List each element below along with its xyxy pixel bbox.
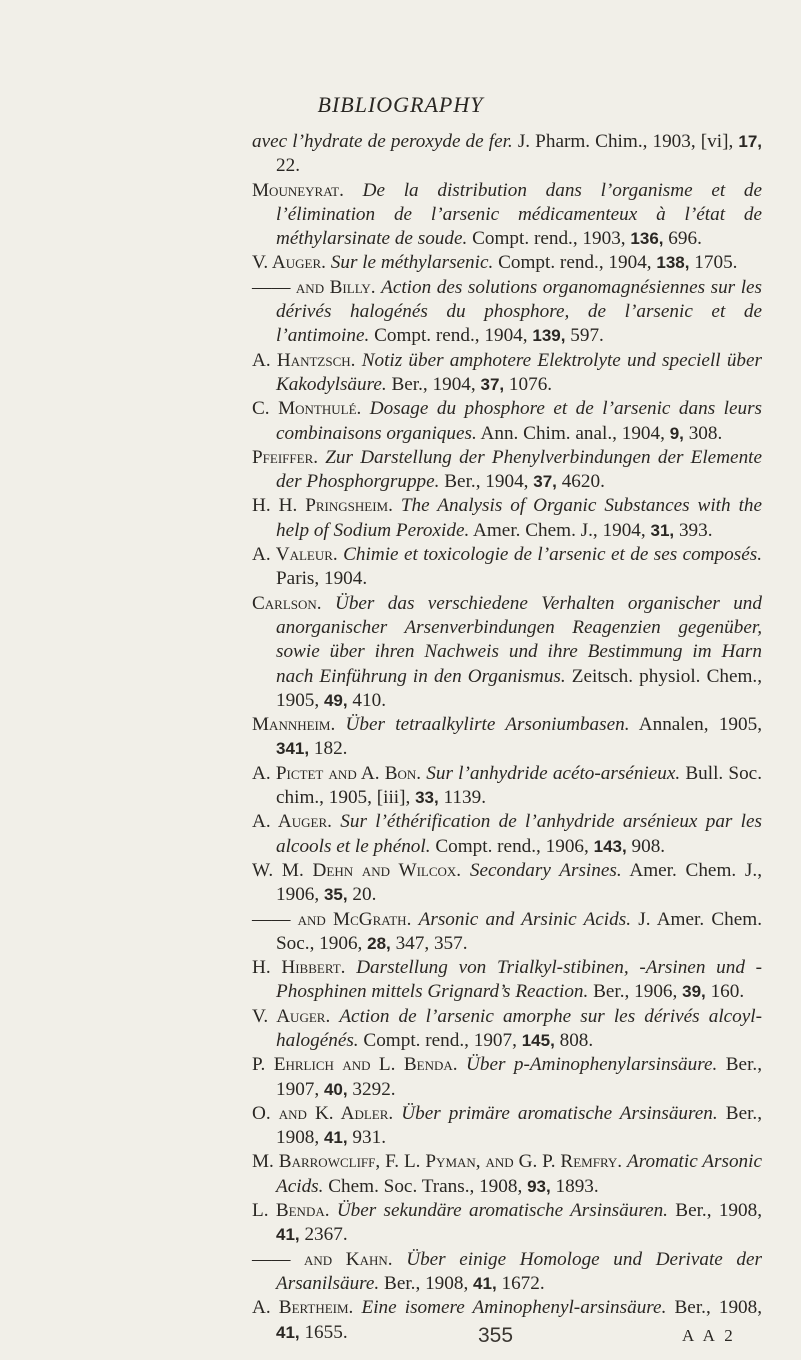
entry-pages: 2367. [304,1224,348,1246]
entry-volume: 341, [276,739,310,759]
entry-source: Annalen, 1905, [638,714,762,736]
bibliography-entry [252,1248,762,1297]
entry-pages: 160. [710,981,745,1003]
entry-pages: 1655. [304,1321,348,1343]
entry-title: Sur le méthylarsenic. [330,252,494,274]
running-head: BIBLIOGRAPHY [317,92,484,117]
entry-pages: 3292. [352,1078,396,1100]
entry-volume: 28, [367,933,391,953]
entry-title: Über das verschiedene Verhalten organischer und anorganischer Arsenverbindungen Reagenzien gegenüber, sowie über ihren Nachweis und ihre Bestimmung im Harn nach Einführung in den Organismus. [276,592,762,687]
entry-title: Zur Darstellung der Phenylverbindungen der Elemente der Phosphorgruppe. [276,446,763,493]
entry-volume: 35, [323,885,348,905]
bibliography-entry [252,908,762,957]
bibliography-entry [252,713,762,762]
entry-author: —— and Kahn. [252,1248,393,1270]
entry-source: Amer. Chem. J., 1904, [473,519,646,541]
entry-author: V. Auger. [252,252,326,274]
entry-pages: 20. [352,884,377,906]
bibliography-entry [252,1053,762,1102]
entry-volume: 37, [480,374,505,394]
entry-source: Ber., 1908, [675,1200,762,1222]
entry-pages: 1672. [501,1272,545,1294]
entry-title: Chimie et toxicologie de l’arsenic et de ses composés. [343,544,762,566]
bibliography-entry [252,592,762,713]
entry-pages: 393. [678,519,713,541]
bibliography-entry [252,179,762,252]
entry-author: Carlson. [252,592,322,614]
entry-author: —— and McGrath. [252,908,412,930]
entry-pages: 1893. [555,1175,599,1197]
entry-title: Über einige Homologe und Derivate der Arsanilsäure. [276,1248,763,1294]
entry-source: Compt. rend., 1904, [374,325,528,347]
bibliography-entry [252,810,762,859]
entry-title: Arsonic and Arsinic Acids. [418,908,631,930]
entry-author: H. H. Pringsheim. [252,495,393,517]
entry-volume: 41, [473,1273,497,1293]
bibliography-entry [252,276,762,349]
entry-source: Zeitsch. physiol. Chem., 1905, [276,665,762,711]
entry-title: Über tetraalkylirte Arsoniumbasen. [345,714,630,736]
entry-source: J. Pharm. Chim., 1903, [vi], [517,131,734,152]
entry-title: avec l’hydrate de peroxyde de fer. [252,131,513,152]
entry-author: W. M. Dehn and Wilcox. [252,859,462,881]
entry-volume: 136, [630,229,664,249]
entry-title: De la distribution dans l’organisme et de l’élimination de l’arsenic médicamenteux à l’état de méthylarsinate de soude. [276,179,762,250]
entry-pages: 347, 357. [395,932,468,954]
printer-signature-mark: A A 2 [682,1326,736,1345]
entry-pages: 908. [631,835,666,857]
entry-author: H. Hibbert. [252,957,346,979]
bibliography-entry [252,397,762,446]
entry-volume: 39, [682,982,706,1002]
bibliography-entry [252,251,762,275]
page-number: 355 [478,1324,514,1347]
bibliography-entry [252,859,762,908]
entry-title: Eine isomere Aminophenyl-arsinsäure. [361,1297,667,1319]
entry-title: Sur l’anhydride acéto-arsénieux. [426,762,681,784]
entry-title: Sur l’éthérification de l’anhydride arsénieux par les alcools et le phénol. [276,811,762,857]
entry-source: Compt. rend., 1904, [498,252,652,274]
entry-author: A. Pictet and A. Bon. [252,762,422,784]
entry-volume: 143, [593,836,627,856]
entry-source: Ann. Chim. anal., 1904, [480,422,665,444]
entry-source: Amer. Chem. J., 1906, [276,859,762,906]
entry-source: Ber., 1904, [391,373,476,395]
entry-title: Dosage du phosphore et de l’arsenic dans leurs combinaisons organiques. [276,398,763,444]
entry-title: Darstellung von Trialkyl-stibinen, -Arsinen und -Phosphinen mittels Grignard’s Reaction. [276,957,763,1003]
entry-author: P. Ehrlich and L. Benda. [252,1054,458,1076]
entry-volume: 93, [527,1176,551,1196]
entry-author: Pfeiffer. [252,446,319,468]
entry-pages: 931. [352,1127,386,1149]
entry-volume: 145, [521,1030,555,1050]
entry-volume: 37, [533,472,557,492]
entry-volume: 49, [323,690,348,710]
entry-pages: 1076. [508,373,553,395]
entry-author: A. Valeur. [252,544,338,566]
entry-title: Aromatic Arsonic Acids. [276,1151,762,1197]
entry-title: Secondary Arsines. [469,859,622,881]
entry-pages: 597. [570,325,604,347]
entry-source: Chem. Soc. Trans., 1908, [328,1175,523,1197]
entry-author: Mannheim. [252,714,336,736]
entry-source: Ber., 1907, [276,1054,762,1100]
entry-pages: 22. [276,155,300,177]
entry-volume: 17, [738,132,762,151]
entry-pages: 410. [352,689,386,711]
entry-source: Ber., 1906, [593,981,678,1003]
entry-volume: 9, [669,423,684,443]
entry-source: Ber., 1908, [276,1102,763,1149]
entry-author: A. Hantzsch. [252,349,356,371]
entry-pages: 1139. [443,787,486,809]
entry-volume: 40, [323,1079,348,1099]
page-footer [0,1321,801,1350]
entry-pages: 308. [688,422,723,444]
entry-title: Notiz über amphotere Elektrolyte und speciell über Kakodylsäure. [276,349,762,395]
entry-pages: 696. [668,228,702,250]
bibliography-entry [252,956,762,1005]
bibliography-entry [252,130,762,179]
entry-author: C. Monthulé. [252,398,362,420]
entry-source: J. Amer. Chem. Soc., 1906, [276,908,763,954]
entry-pages: 4620. [561,471,605,493]
entry-source: Compt. rend., 1903, [472,228,626,250]
entry-pages: 1705. [694,252,738,274]
entry-author: Mouneyrat. [252,179,344,201]
entry-pages: 808. [559,1029,594,1051]
bibliography-entry [252,349,762,398]
entry-title: Action de l’arsenic amorphe sur les dérivés alcoyl-halogénés. [276,1005,763,1051]
entry-title: Action des solutions organomagnésiennes sur les dérivés halogénés du phosphore, de l’arsenic et de l’antimoine. [276,276,763,347]
entry-source: Ber., 1904, [444,471,529,493]
entry-author: O. and K. Adler. [252,1102,394,1124]
entry-author: V. Auger. [252,1005,331,1027]
entry-volume: 31, [650,520,675,540]
entry-source: Ber., 1908, [674,1297,763,1319]
bibliography-entry [252,762,762,811]
entry-volume: 33, [415,788,439,808]
bibliography-entry [252,446,762,495]
entry-volume: 41, [276,1225,300,1245]
entry-title: The Analysis of Organic Substances with the help of Sodium Peroxide. [276,495,763,541]
entry-volume: 138, [656,253,690,273]
bibliography-entry [252,1102,762,1151]
entry-volume: 139, [532,326,566,346]
entry-source: Bull. Soc. chim., 1905, [iii], [276,762,762,809]
entry-volume: 41, [323,1128,348,1148]
bibliography-entry [252,1005,762,1054]
bibliography-list [252,130,762,1345]
bibliography-entry [252,494,762,543]
entry-title: Über primäre aromatische Arsinsäuren. [401,1102,718,1124]
entry-source: Compt. rend., 1906, [435,835,589,857]
entry-pages: 182. [313,738,348,760]
entry-volume: 41, [276,1322,300,1342]
entry-author: A. Bertheim. [252,1297,354,1319]
entry-author: A. Auger. [252,811,332,833]
bibliography-entry [252,1150,762,1199]
entry-title: Über sekundäre aromatische Arsinsäuren. [336,1200,668,1222]
entry-source: Ber., 1908, [384,1272,469,1294]
entry-source: Paris, 1904. [276,568,368,590]
entry-author: —— and Billy. [252,276,376,298]
bibliography-entry [252,543,762,592]
entry-author: L. Benda. [252,1200,330,1222]
entry-title: Über p-Aminophenylarsinsäure. [466,1054,718,1076]
entry-source: Compt. rend., 1907, [363,1029,517,1051]
bibliography-entry [252,1199,762,1248]
entry-author: M. Barrowcliff, F. L. Pyman, and G. P. Remfry. [252,1151,623,1173]
